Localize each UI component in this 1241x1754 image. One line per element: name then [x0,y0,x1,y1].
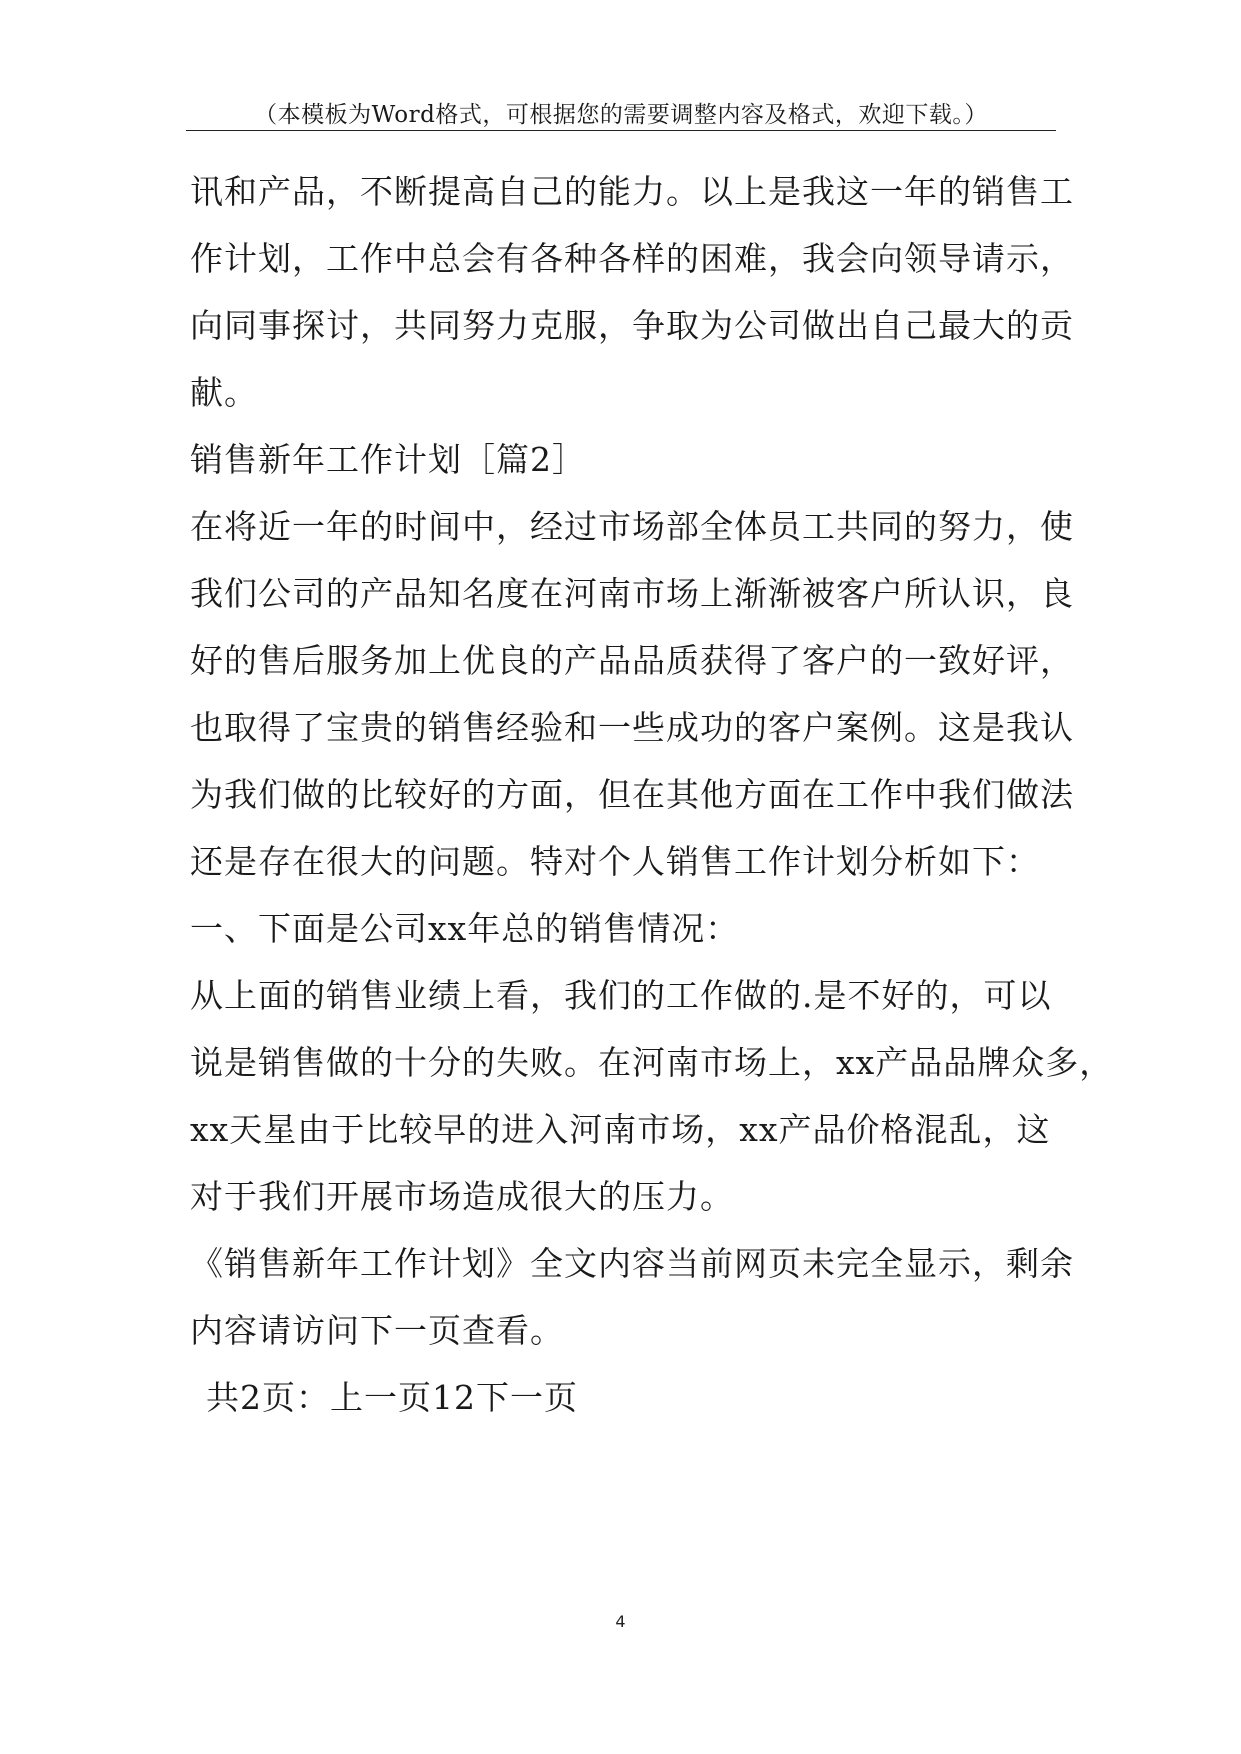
header-divider [186,130,1056,131]
header-note: （本模板为Word格式，可根据您的需要调整内容及格式，欢迎下载。） [254,102,988,128]
text-line: 献。 [190,373,258,412]
text-line: 为我们做的比较好的方面，但在其他方面在工作中我们做法 [190,775,1074,814]
text-line: xx天星由于比较早的进入河南市场，xx产品价格混乱，这 [190,1110,1051,1149]
text-line: 作计划，工作中总会有各种各样的困难，我会向领导请示， [190,239,1074,278]
page-number: 4 [615,1612,626,1631]
subsection-heading: 一、下面是公司xx年总的销售情况： [190,909,740,948]
text-line: 从上面的销售业绩上看，我们的工作做的.是不好的，可以 [190,976,1052,1015]
text-line: 向同事探讨，共同努力克服，争取为公司做出自己最大的贡 [190,306,1074,345]
text-line: 内容请访问下一页查看。 [190,1311,564,1350]
text-line: 好的售后服务加上优良的产品品质获得了客户的一致好评， [190,641,1074,680]
text-line: 对于我们开展市场造成很大的压力。 [190,1177,734,1216]
pagination-text: 共2页：上一页12下一页 [206,1378,578,1417]
text-line: 讯和产品，不断提高自己的能力。以上是我这一年的销售工 [190,172,1074,211]
text-line: 说是销售做的十分的失败。在河南市场上，xx产品品牌众多， [190,1043,1114,1082]
text-line: 还是存在很大的问题。特对个人销售工作计划分析如下： [190,842,1040,881]
text-line: 也取得了宝贵的销售经验和一些成功的客户案例。这是我认 [190,708,1074,747]
text-line: 《销售新年工作计划》全文内容当前网页未完全显示，剩余 [190,1244,1074,1283]
text-line: 我们公司的产品知名度在河南市场上渐渐被客户所认识，良 [190,574,1074,613]
document-body [190,158,1114,1431]
text-line: 在将近一年的时间中，经过市场部全体员工共同的努力，使 [190,507,1074,546]
section-heading: 销售新年工作计划［篇2］ [190,440,586,479]
